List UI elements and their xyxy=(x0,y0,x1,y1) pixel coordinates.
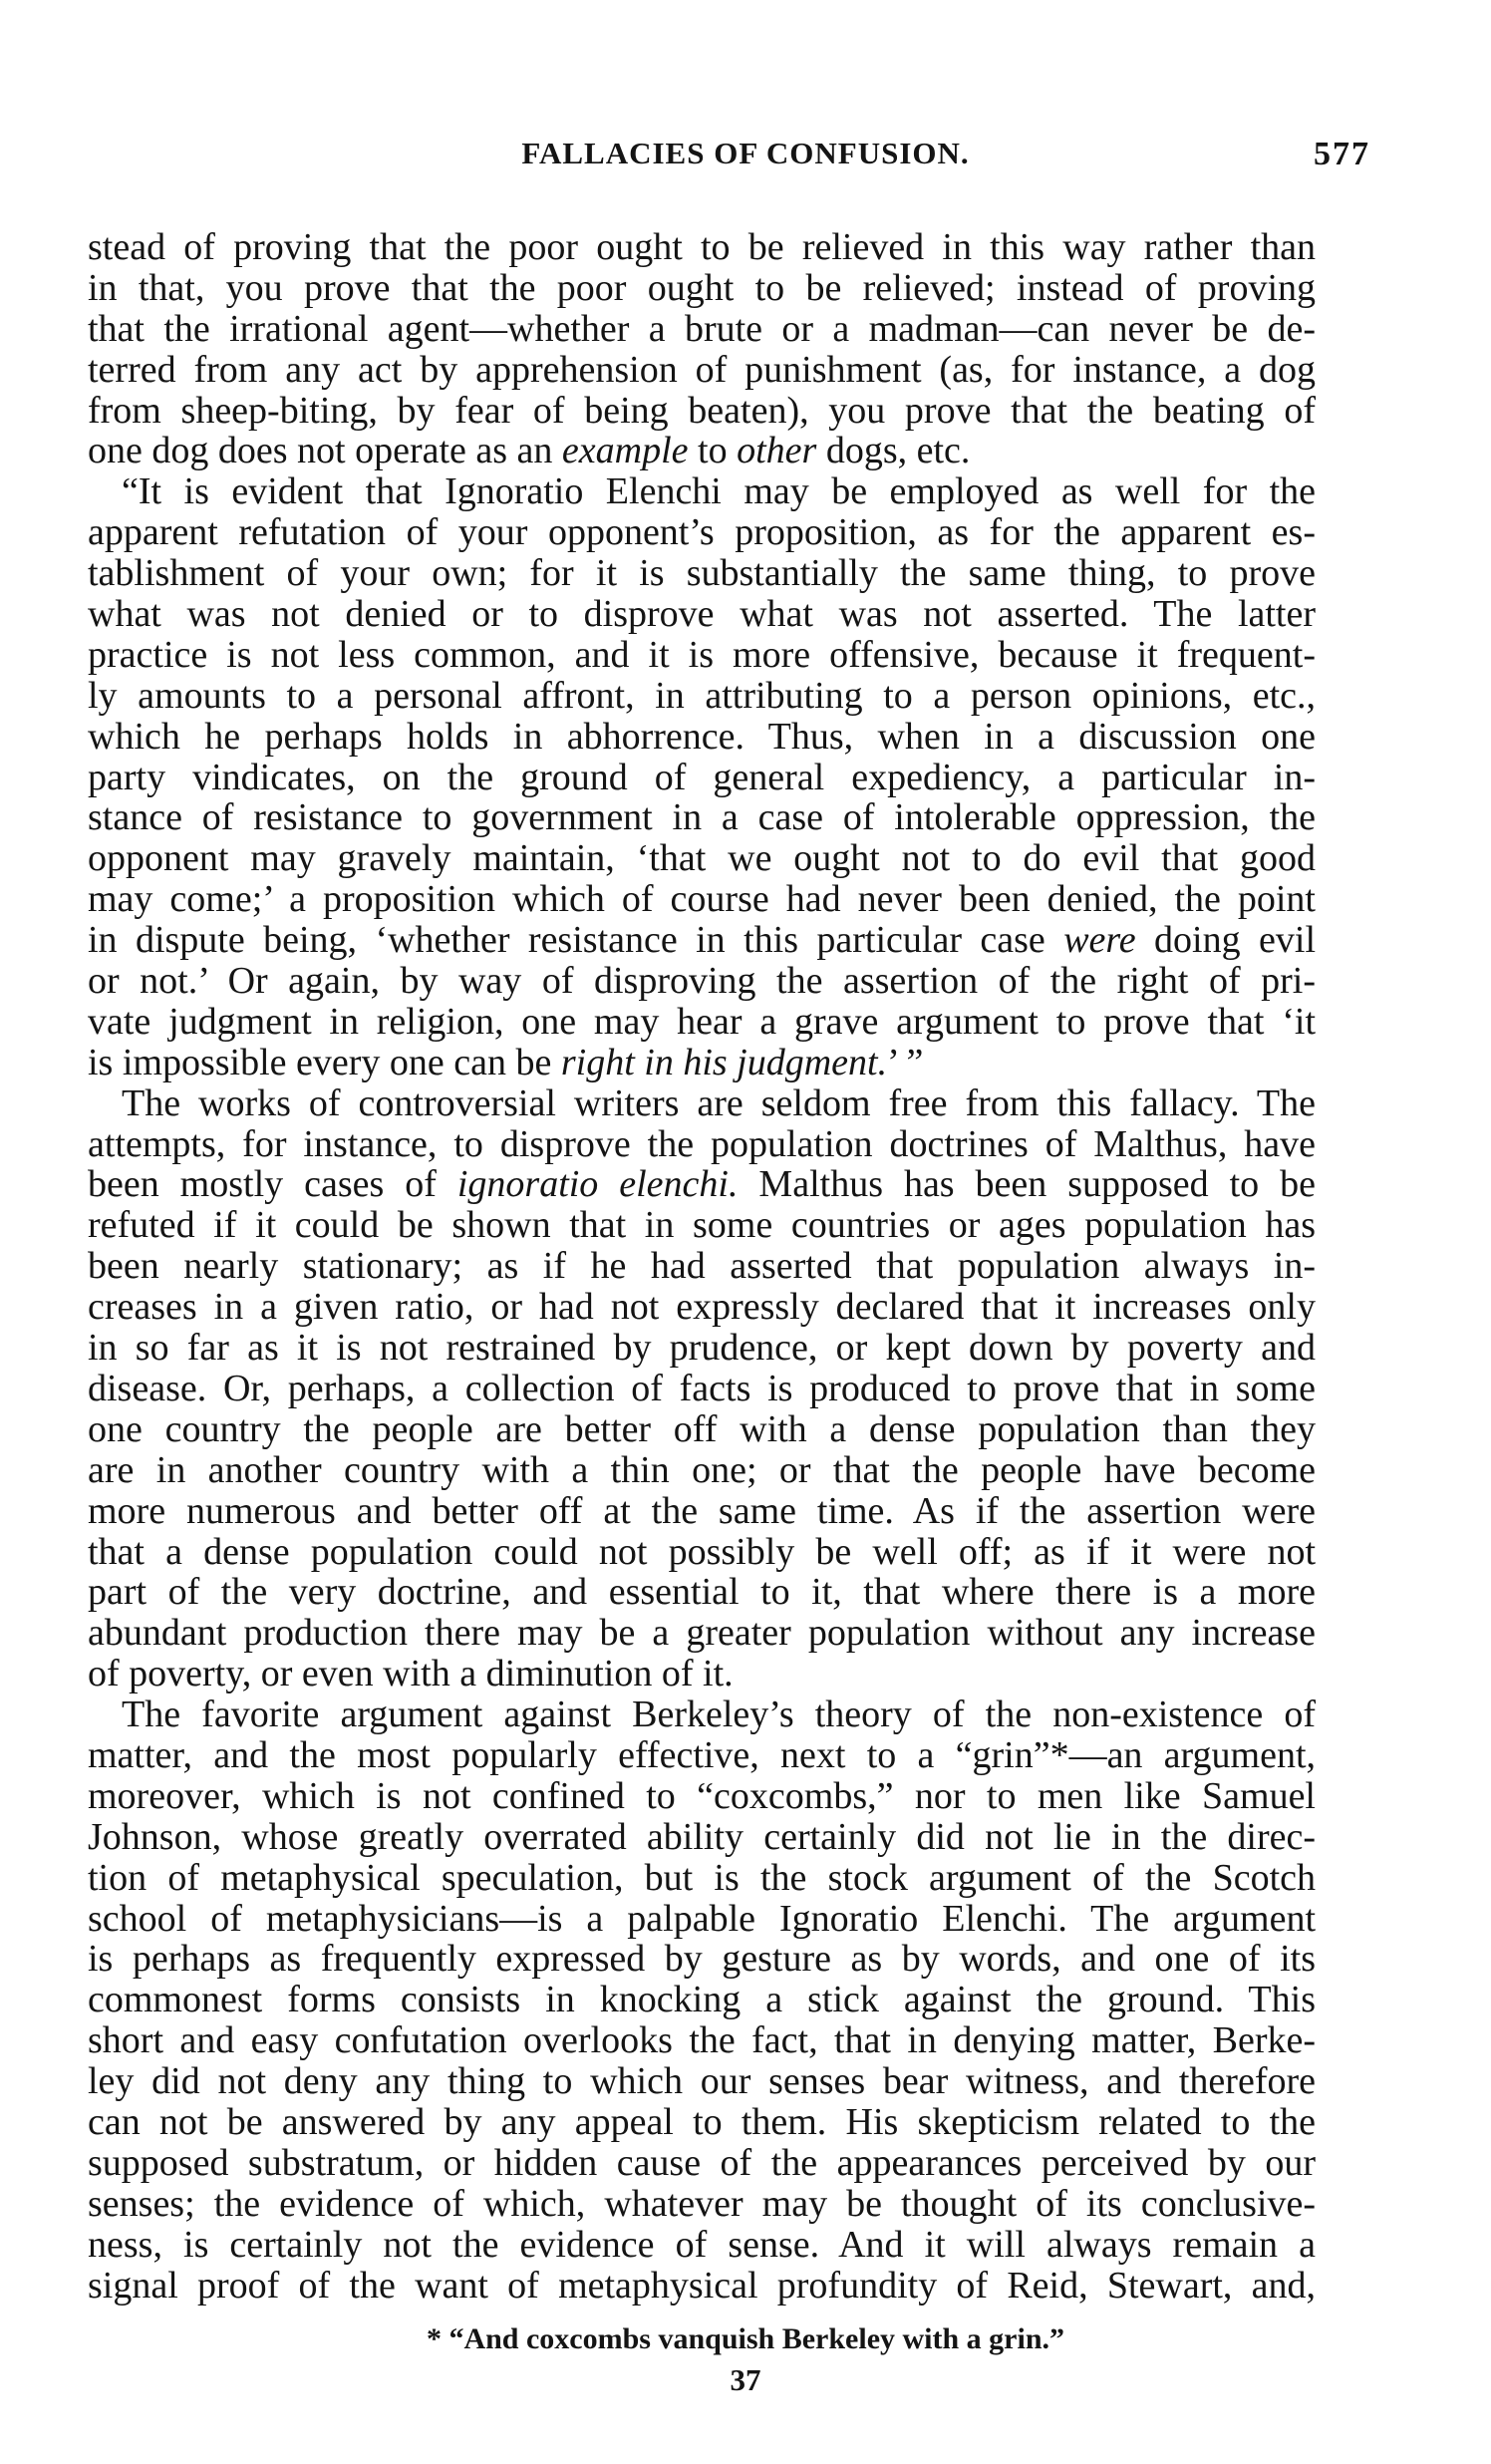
text-line: part of the very doctrine, and essential to it, that where there is a more xyxy=(88,1571,1316,1614)
text-line: attempts, for instance, to disprove the population doctrines of Malthus, have xyxy=(88,1122,1316,1165)
text-line: short and easy confutation overlooks the fact, that in denying matter, Berke- xyxy=(88,2019,1316,2062)
running-head xyxy=(0,136,1491,179)
italic-run: right in his judgment. xyxy=(560,1041,888,1083)
text-line: creases in a given ratio, or had not expressly declared that it increases only xyxy=(88,1286,1316,1329)
text-line: that the irrational agent—whether a brute or a madman—can never be de- xyxy=(88,307,1316,350)
text-line: tablishment of your own; for it is substantially the same thing, to prove xyxy=(88,552,1316,595)
italic-run: ignoratio elenchi. xyxy=(456,1163,739,1206)
paragraph-3 xyxy=(88,1083,1316,1694)
signature-mark: 37 xyxy=(730,2362,761,2397)
text-line: been mostly cases of ignoratio elenchi. Malthus has been supposed to be xyxy=(88,1163,1317,1206)
text-line: from sheep-biting, by fear of being beaten), you prove that the beating of xyxy=(88,389,1316,432)
text-line: tion of metaphysical speculation, but is the stock argument of the Scotch xyxy=(88,1856,1316,1899)
text-line: school of metaphysicians—is a palpable Ignoratio Elenchi. The argument xyxy=(88,1897,1316,1940)
text-line: what was not denied or to disprove what was not asserted. The latter xyxy=(88,593,1316,636)
text-line: commonest forms consists in knocking a stick against the ground. This xyxy=(88,1979,1316,2021)
text-line: is impossible every one can be right in his judgment.’ ” xyxy=(88,1041,924,1083)
text-line: or not.’ Or again, by way of disproving the assertion of the right of pri- xyxy=(88,960,1316,1003)
text-line: supposed substratum, or hidden cause of the appearances perceived by our xyxy=(88,2141,1316,2184)
text-line: abundant production there may be a greater population without any increase xyxy=(88,1612,1316,1655)
text-line: in dispute being, ‘whether resistance in this particular case were doing evil xyxy=(88,919,1317,962)
text-line: are in another country with a thin one; or that the people have become xyxy=(88,1448,1316,1491)
text-line: one dog does not operate as an example to other dogs, etc. xyxy=(88,430,971,472)
paragraph-4 xyxy=(88,1694,1316,2306)
running-title: FALLACIES OF CONFUSION. xyxy=(521,136,970,170)
text-line: The favorite argument against Berkeley’s theory of the non-existence of xyxy=(122,1694,1316,1736)
text-line: in that, you prove that the poor ought to be relieved; instead of proving xyxy=(88,266,1316,309)
text-line: terred from any act by apprehension of punishment (as, for instance, a dog xyxy=(88,348,1316,391)
text-line: moreover, which is not confined to “coxcombs,” nor to men like Samuel xyxy=(88,1774,1316,1817)
text-line: senses; the evidence of which, whatever may be thought of its conclusive- xyxy=(88,2182,1316,2225)
text-line: in so far as it is not restrained by prudence, or kept down by poverty and xyxy=(88,1327,1316,1370)
text-line: apparent refutation of your opponent’s proposition, as for the apparent es- xyxy=(88,511,1316,554)
italic-run: were xyxy=(1063,919,1136,962)
text-line: is perhaps as frequently expressed by gesture as by words, and one of its xyxy=(88,1938,1316,1981)
text-line: ley did not deny any thing to which our senses bear witness, and therefore xyxy=(88,2060,1316,2103)
text-line: Johnson, whose greatly overrated ability certainly did not lie in the direc- xyxy=(88,1815,1316,1858)
text-line: more numerous and better off at the same time. As if the assertion were xyxy=(88,1489,1316,1532)
text-line: vate judgment in religion, one may hear a grave argument to prove that ‘it xyxy=(88,1000,1316,1043)
text-line: stance of resistance to government in a case of intolerable oppression, the xyxy=(88,796,1316,839)
text-line: disease. Or, perhaps, a collection of facts is produced to prove that in some xyxy=(88,1367,1316,1409)
footnote: * “And coxcombs vanquish Berkeley with a grin.” xyxy=(426,2322,1065,2355)
text-line: party vindicates, on the ground of general expediency, a particular in- xyxy=(88,756,1316,798)
body-text xyxy=(88,227,1316,2306)
italic-run: other xyxy=(737,430,817,472)
text-line: opponent may gravely maintain, ‘that we ought not to do evil that good xyxy=(88,837,1316,880)
text-line: that a dense population could not possibly be well off; as if it were not xyxy=(88,1530,1316,1573)
italic-run: example xyxy=(561,430,689,472)
text-line: signal proof of the want of metaphysical profundity of Reid, Stewart, and, xyxy=(88,2264,1316,2307)
text-line: The works of controversial writers are seldom free from this fallacy. The xyxy=(122,1081,1316,1124)
text-line: which he perhaps holds in abhorrence. Thus, when in a discussion one xyxy=(88,715,1316,758)
text-line: stead of proving that the poor ought to be relieved in this way rather than xyxy=(88,226,1316,268)
text-line: one country the people are better off with a dense population than they xyxy=(88,1407,1316,1450)
text-line: ness, is certainly not the evidence of sense. And it will always remain a xyxy=(88,2223,1316,2266)
text-line: of poverty, or even with a diminution of it. xyxy=(88,1653,734,1695)
text-line: matter, and the most popularly effective, next to a “grin”*—an argument, xyxy=(88,1733,1316,1776)
text-line: ly amounts to a personal affront, in attributing to a person opinions, etc., xyxy=(88,674,1316,717)
page-number: 577 xyxy=(1314,136,1370,172)
paragraph-2 xyxy=(88,471,1316,1082)
paragraph-1 xyxy=(88,227,1316,471)
text-line: can not be answered by any appeal to them. His skepticism related to the xyxy=(88,2100,1316,2143)
text-line: may come;’ a proposition which of course had never been denied, the point xyxy=(88,878,1316,921)
text-line: practice is not less common, and it is more offensive, because it frequent- xyxy=(88,633,1316,676)
text-line: “It is evident that Ignoratio Elenchi may be employed as well for the xyxy=(122,470,1316,513)
text-line: refuted if it could be shown that in some countries or ages population has xyxy=(88,1204,1316,1247)
text-line: been nearly stationary; as if he had asserted that population always in- xyxy=(88,1245,1316,1288)
